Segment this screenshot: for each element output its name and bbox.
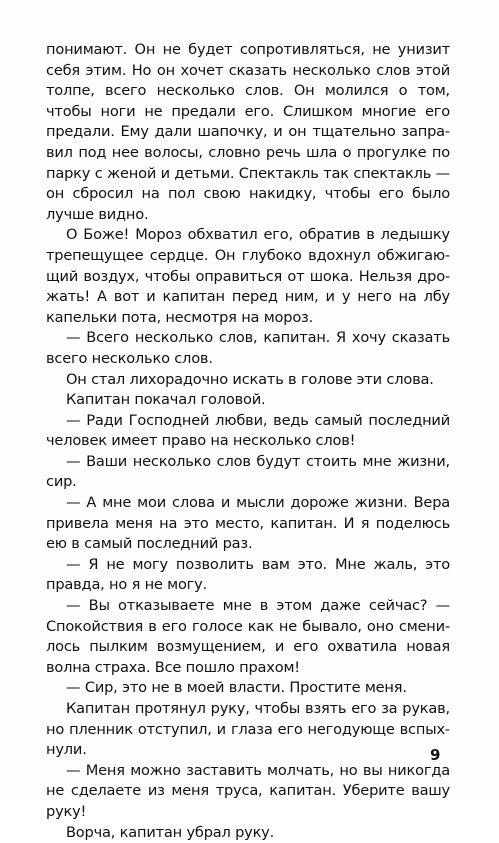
text-line: — Сир, это не в моей власти. Простите меня. [66,679,407,697]
text-line: О Боже! Мороз обхватил его, обратив в ледышку [66,226,450,244]
text-line: Он стал лихорадочно искать в голове эти слова. [66,370,434,388]
text-line: щий воздух, чтобы оправиться от шока. Нельзя дро- [46,267,450,285]
text-line: — Меня можно заставить молчать, но вы никогда [66,761,450,779]
text-line: себя этим. Но он хочет сказать несколько слов этой [46,61,450,79]
text-line: руку! [46,802,87,820]
text-line: парку с женой и детьми. Спектакль так спектакль — [46,164,450,182]
text-line: жать! А вот и капитан перед ним, и у него на лбу [46,288,450,306]
text-line: нули. [46,741,87,759]
text-line: толпе, всего несколько слов. Он молился о том, [46,82,450,100]
text-line: Спокойствия в его голосе как не бывало, оно смени- [46,617,450,635]
text-line: лучше видно. [46,205,149,223]
text-line: — Я не могу позволить вам это. Мне жаль, это [66,555,450,573]
text-line: — Ваши несколько слов будут стоить мне жизни, [66,452,450,470]
text-line: ею в самый последний раз. [46,535,253,553]
text-line: всего несколько слов. [46,349,213,367]
text-line: капельки пота, несмотря на мороз. [46,308,314,326]
text-line: понимают. Он не будет сопротивляться, не унизит [46,41,450,58]
text-line: чтобы ноги не предали его. Слишком многие его [46,102,450,120]
text-line: он сбросил на пол свою накидку, чтобы его было [46,185,450,203]
text-line: Ворча, капитан убрал руку. [66,823,275,841]
text-line: но пленник отступил, и глаза его негодующе вспых- [46,720,450,738]
text-line: волна страха. Все пошло прахом! [46,658,300,676]
text-line: не сделаете из меня труса, капитан. Уберите вашу [46,782,450,800]
text-line: предали. Ему дали шапочку, и он тщательно запра- [46,123,450,141]
text-line: — Всего несколько слов, капитан. Я хочу сказать [66,329,450,347]
body-text [46,40,450,843]
text-line: — А мне мои слова и мысли дороже жизни. Вера [66,494,450,512]
text-line: сир. [46,473,77,491]
text-line: Капитан покачал головой. [66,391,266,409]
page-number: 9 [430,746,441,764]
text-line: человек имеет право на несколько слов! [46,432,356,450]
text-line: Капитан протянул руку, чтобы взять его за рукав, [66,700,450,717]
text-line: — Ради Господней любви, ведь самый последний [66,411,450,429]
text-line: вил под нее волосы, словно речь шла о прогулке по [46,143,450,161]
text-line: правда, но я не могу. [46,576,208,594]
text-line: лось пылким возмущением, и его охватила новая [46,638,450,656]
text-line: привела меня на это место, капитан. И я поделюсь [46,514,450,532]
text-line: трепещущее сердце. Он глубоко вдохнул обжигаю- [46,246,450,264]
text-line: — Вы отказываете мне в этом даже сейчас? — [66,597,450,615]
